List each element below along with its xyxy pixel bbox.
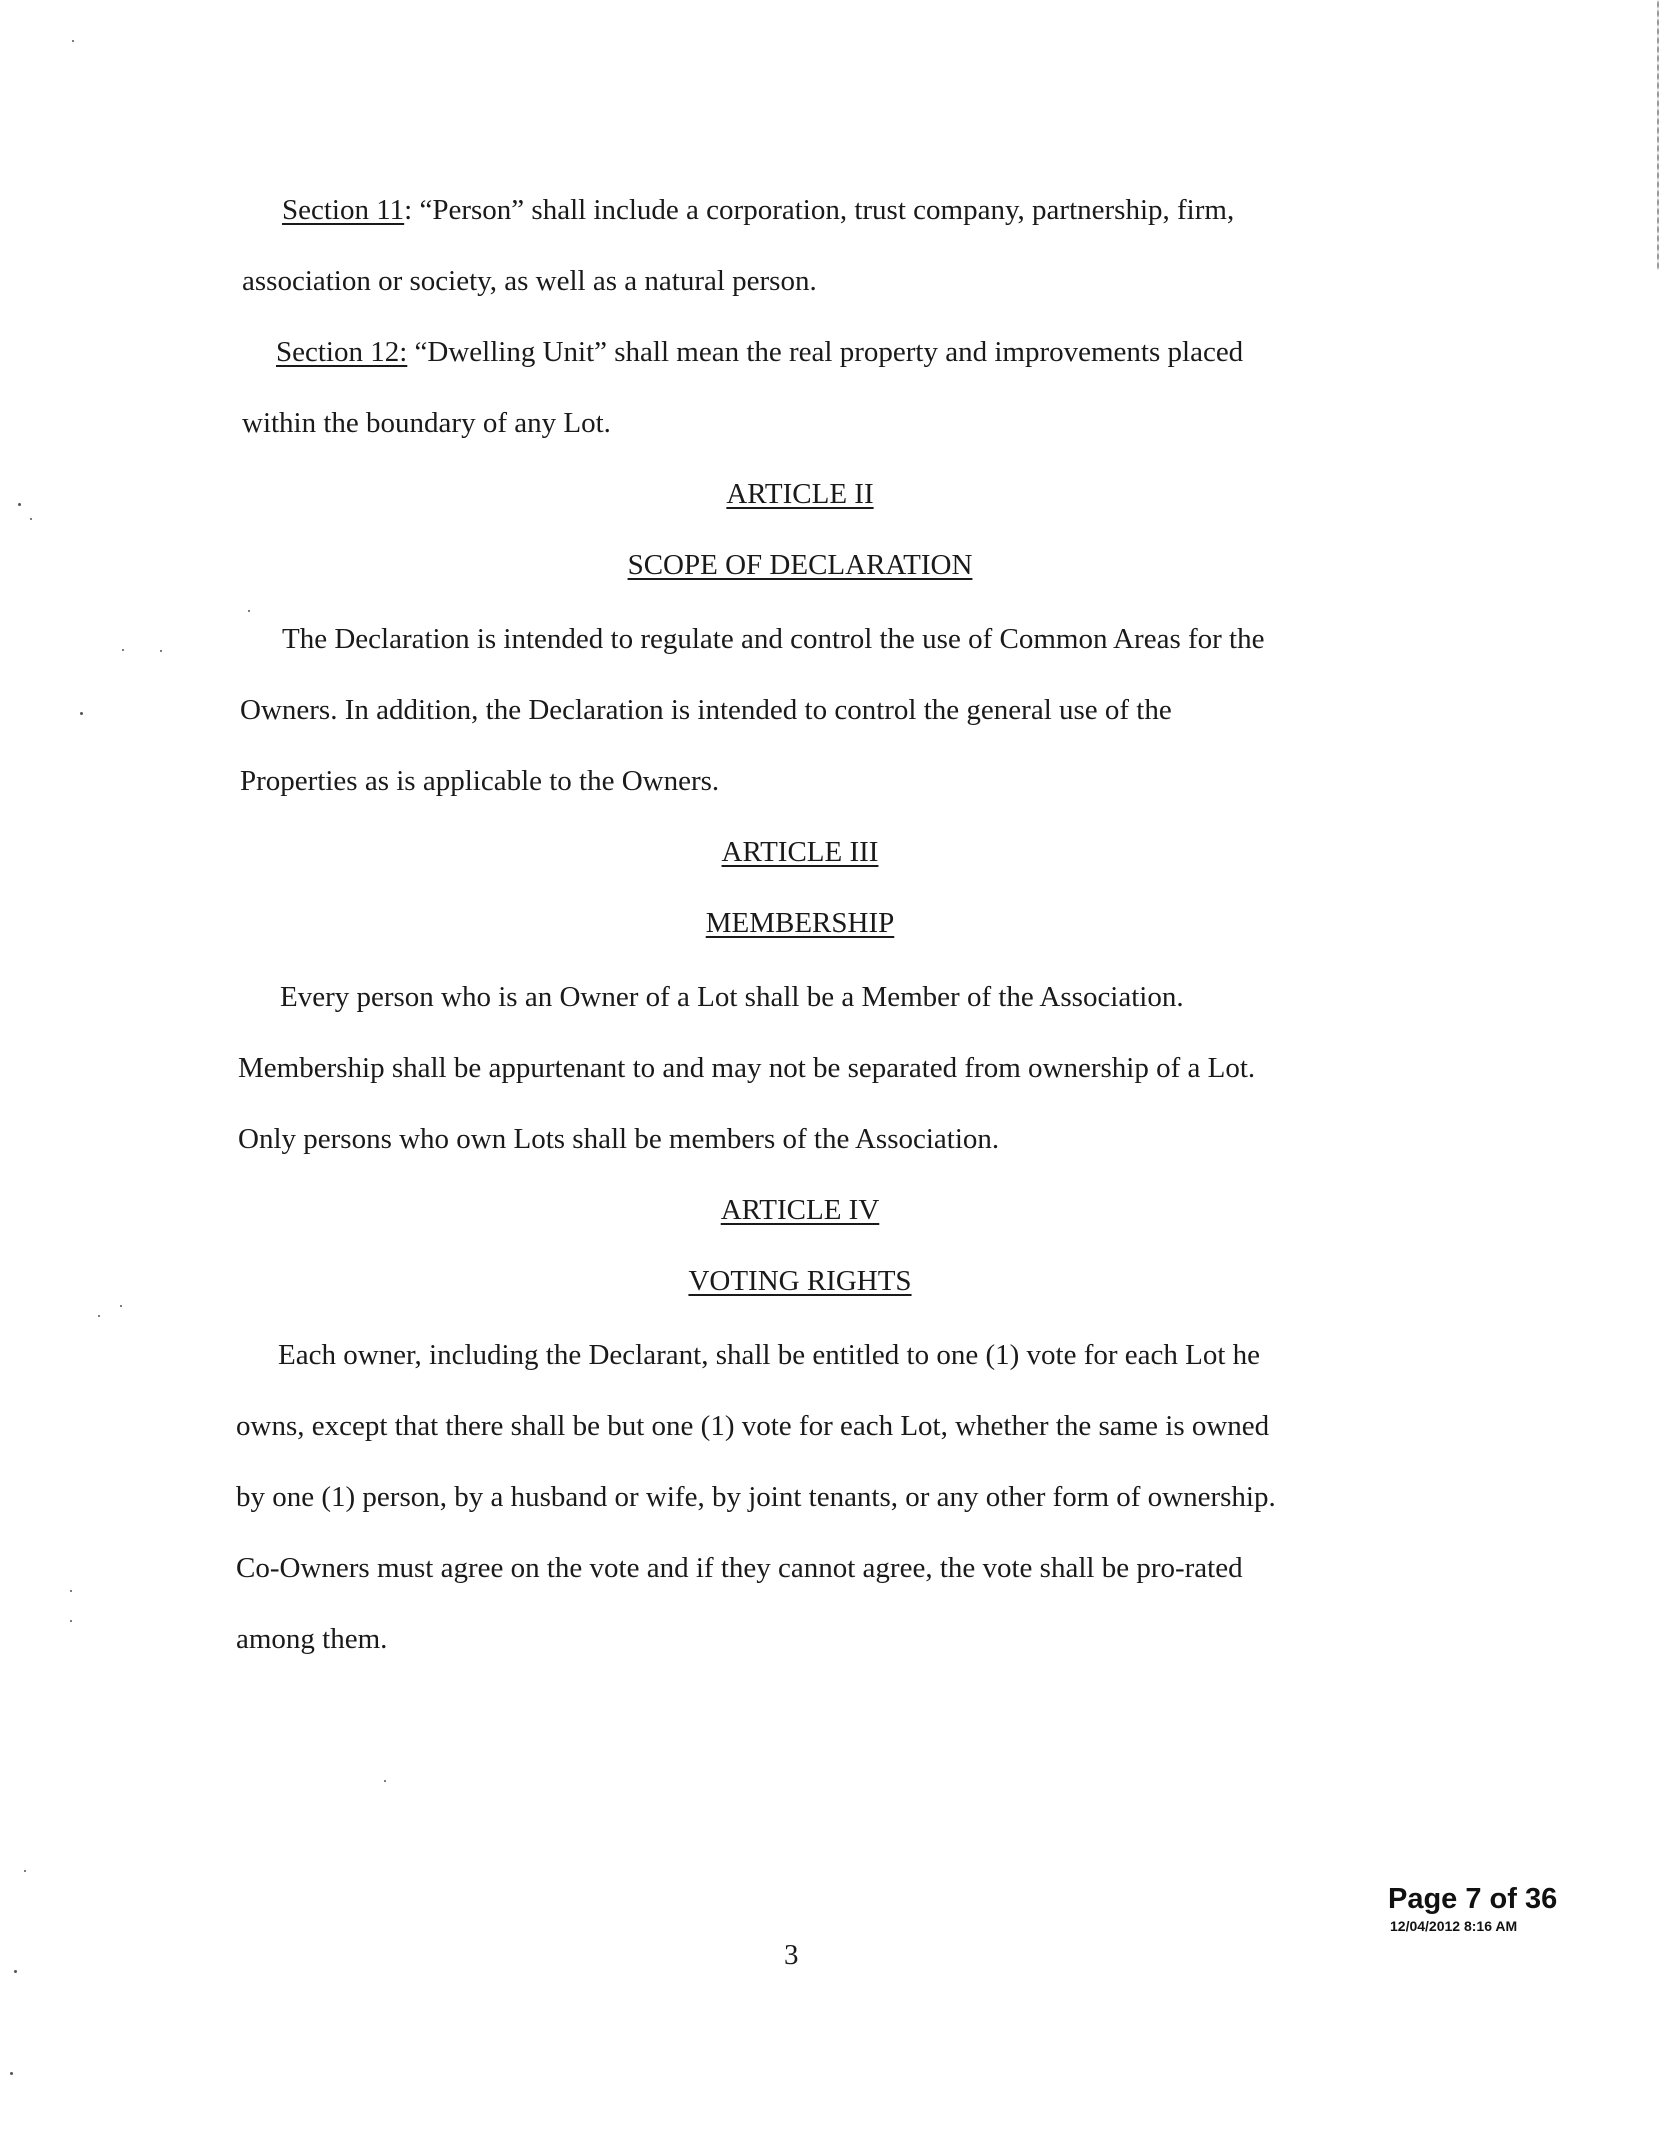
page-number: 3 [784,1939,799,1971]
scan-speck [70,1590,72,1592]
article-2-line-1: The Declaration is intended to regulate and control the use of Common Areas for the [282,623,1265,655]
article-4-line-4: Co-Owners must agree on the vote and if they cannot agree, the vote shall be pro-rated [236,1552,1243,1584]
section-12-line-1 [276,317,1243,388]
article-3-heading: ARTICLE III [721,836,879,868]
section-11-label: Section 11 [282,194,405,226]
article-3-line-2: Membership shall be appurtenant to and may not be separated from ownership of a Lot. [238,1052,1256,1084]
article-3-line-1: Every person who is an Owner of a Lot shall be a Member of the Association. [280,981,1184,1013]
article-4-line-5: among them. [236,1623,388,1655]
scan-speck [80,712,83,715]
scan-speck [160,650,162,652]
section-12-text: “Dwelling Unit” shall mean the real property and improvements placed [407,336,1244,368]
scan-speck [70,1620,72,1622]
scan-speck [24,1870,26,1872]
article-2-line-2: Owners. In addition, the Declaration is intended to control the general use of the [240,694,1172,726]
article-3-line-3: Only persons who own Lots shall be members of the Association. [238,1123,1000,1155]
article-2-heading: ARTICLE II [726,478,874,510]
article-2-title: SCOPE OF DECLARATION [627,549,973,581]
section-11-text: : “Person” shall include a corporation, trust company, partnership, firm, [404,194,1235,226]
article-2-line-3: Properties as is applicable to the Owners. [240,765,720,797]
section-12-line-2: within the boundary of any Lot. [242,407,611,439]
article-3-title: MEMBERSHIP [705,907,895,939]
scan-speck [10,2072,13,2075]
article-4-line-3: by one (1) person, by a husband or wife, by joint tenants, or any other form of ownership. [236,1481,1276,1513]
section-11-line-1 [282,175,1234,246]
article-4-line-1: Each owner, including the Declarant, shall be entitled to one (1) vote for each Lot he [278,1339,1261,1371]
article-4-heading: ARTICLE IV [720,1194,880,1226]
scan-speck [384,1780,386,1782]
scan-speck [14,1970,17,1973]
scan-speck [72,40,74,42]
article-4-line-2: owns, except that there shall be but one (1) vote for each Lot, whether the same is owned [236,1410,1270,1442]
stamp-datetime: 12/04/2012 8:16 AM [1390,1918,1518,1934]
scan-edge-artifact [1657,0,1659,270]
scan-speck [122,649,124,651]
page-stamp: Page 7 of 36 [1388,1883,1558,1915]
section-12-label: Section 12: [276,336,408,368]
article-4-title: VOTING RIGHTS [688,1265,912,1297]
scan-speck [248,610,250,612]
section-11-line-2: association or society, as well as a natural person. [242,265,817,297]
